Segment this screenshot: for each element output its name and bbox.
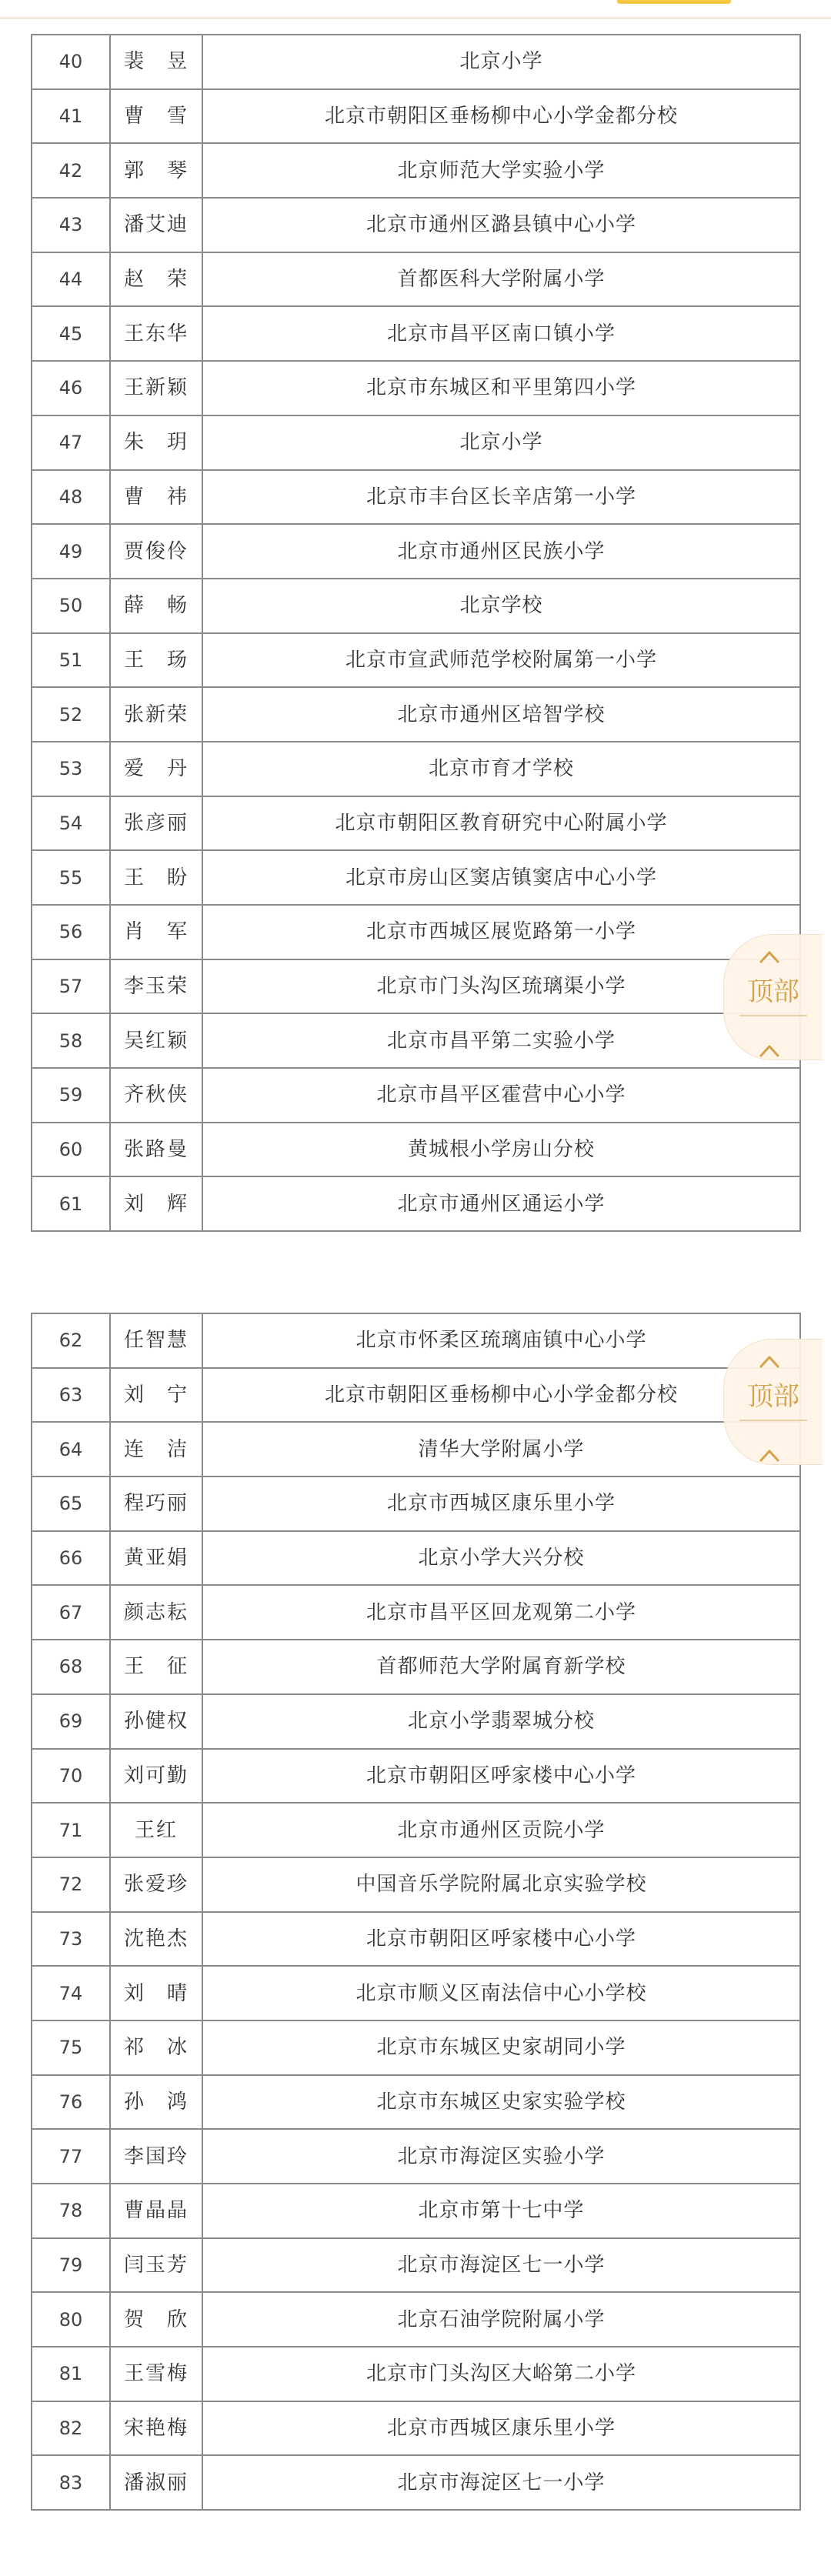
teacher-name: 朱 玥: [110, 415, 202, 470]
teacher-name: 李国玲: [110, 2129, 202, 2184]
table-row: [32, 524, 800, 579]
school-name: 北京市海淀区七一小学: [202, 2455, 800, 2510]
row-number: 80: [32, 2292, 110, 2347]
row-number: 47: [32, 415, 110, 470]
table-row: [32, 1585, 800, 1640]
row-number: 57: [32, 959, 110, 1014]
row-number: 41: [32, 89, 110, 144]
table-row: [32, 1640, 800, 1694]
teacher-name: 曹 祎: [110, 470, 202, 525]
school-name: 北京市顺义区南法信中心小学校: [202, 1966, 800, 2020]
school-name: 清华大学附属小学: [202, 1422, 800, 1477]
school-name: 北京市朝阳区垂杨柳中心小学金都分校: [202, 89, 800, 144]
teacher-name: 祁 冰: [110, 2020, 202, 2075]
table-row: [32, 1068, 800, 1123]
table-row: [32, 2292, 800, 2347]
table-row: [32, 579, 800, 633]
table-row: [32, 470, 800, 525]
table-row: [32, 1368, 800, 1423]
school-name: 北京市通州区潞县镇中心小学: [202, 198, 800, 252]
table-row: [32, 1966, 800, 2020]
school-name: 北京市朝阳区呼家楼中心小学: [202, 1749, 800, 1804]
teacher-name: 颜志耘: [110, 1585, 202, 1640]
school-name: 北京市朝阳区垂杨柳中心小学金都分校: [202, 1368, 800, 1423]
table-row: [32, 633, 800, 688]
table-row: [32, 2184, 800, 2238]
teacher-name: 闫玉芳: [110, 2238, 202, 2293]
row-number: 64: [32, 1422, 110, 1477]
row-number: 69: [32, 1694, 110, 1749]
school-name: 北京学校: [202, 579, 800, 633]
teacher-name: 吴红颖: [110, 1013, 202, 1068]
row-number: 58: [32, 1013, 110, 1068]
table-row: [32, 905, 800, 959]
row-number: 74: [32, 1966, 110, 2020]
school-name: 北京市昌平第二实验小学: [202, 1013, 800, 1068]
table-row: [32, 687, 800, 742]
school-name: 北京市怀柔区琉璃庙镇中心小学: [202, 1313, 800, 1368]
teacher-name: 李玉荣: [110, 959, 202, 1014]
row-number: 81: [32, 2347, 110, 2401]
table-row: [32, 1313, 800, 1368]
table-row: [32, 2238, 800, 2293]
row-number: 68: [32, 1640, 110, 1694]
table-row: [32, 2020, 800, 2075]
table-row: [32, 1694, 800, 1749]
school-name: 北京市通州区民族小学: [202, 524, 800, 579]
table-row: [32, 2455, 800, 2510]
row-number: 45: [32, 306, 110, 361]
school-name: 北京市昌平区霍营中心小学: [202, 1068, 800, 1123]
teacher-name: 张彦丽: [110, 796, 202, 851]
teacher-name: 贺 欣: [110, 2292, 202, 2347]
table-row: [32, 306, 800, 361]
teacher-name: 王 盼: [110, 850, 202, 905]
row-number: 48: [32, 470, 110, 525]
teacher-name: 张路曼: [110, 1123, 202, 1177]
teacher-name: 郭 琴: [110, 143, 202, 198]
school-name: 北京市昌平区南口镇小学: [202, 306, 800, 361]
teacher-name: 曹 雪: [110, 89, 202, 144]
teacher-name: 黄亚娟: [110, 1531, 202, 1586]
school-name: 北京市通州区贡院小学: [202, 1803, 800, 1857]
back-to-top-label: 顶部: [747, 976, 799, 1007]
school-name: 北京市西城区展览路第一小学: [202, 905, 800, 959]
school-name: 北京市育才学校: [202, 742, 800, 796]
school-name: 北京市西城区康乐里小学: [202, 1477, 800, 1531]
teacher-name: 王雪梅: [110, 2347, 202, 2401]
table-row: [32, 796, 800, 851]
teacher-name: 王 玚: [110, 633, 202, 688]
teacher-name: 王红: [110, 1803, 202, 1857]
school-name: 北京市房山区窦店镇窦店中心小学: [202, 850, 800, 905]
table-row: [32, 415, 800, 470]
row-number: 59: [32, 1068, 110, 1123]
row-number: 76: [32, 2075, 110, 2130]
school-name: 北京市丰台区长辛店第一小学: [202, 470, 800, 525]
table-row: [32, 2347, 800, 2401]
row-number: 51: [32, 633, 110, 688]
row-number: 44: [32, 252, 110, 307]
row-number: 67: [32, 1585, 110, 1640]
table-row: [32, 1803, 800, 1857]
table-row: [32, 143, 800, 198]
back-to-top-button[interactable]: [723, 934, 823, 1060]
table-row: [32, 2075, 800, 2130]
table-row: [32, 959, 800, 1014]
row-number: 50: [32, 579, 110, 633]
table-row: [32, 1123, 800, 1177]
school-name: 首都师范大学附属育新学校: [202, 1640, 800, 1694]
school-name: 北京市东城区史家实验学校: [202, 2075, 800, 2130]
row-number: 83: [32, 2455, 110, 2510]
table-row: [32, 2401, 800, 2456]
teacher-name: 王新颖: [110, 361, 202, 415]
teacher-name: 刘 宁: [110, 1368, 202, 1423]
teacher-name: 刘 辉: [110, 1176, 202, 1231]
teacher-name: 任智慧: [110, 1313, 202, 1368]
teacher-name: 曹晶晶: [110, 2184, 202, 2238]
row-number: 40: [32, 35, 110, 89]
school-name: 北京市门头沟区大峪第二小学: [202, 2347, 800, 2401]
row-number: 73: [32, 1912, 110, 1967]
row-number: 72: [32, 1857, 110, 1912]
teacher-name: 薛 畅: [110, 579, 202, 633]
table-row: [32, 1013, 800, 1068]
school-name: 北京市东城区和平里第四小学: [202, 361, 800, 415]
school-name: 北京小学: [202, 415, 800, 470]
school-name: 北京市宣武师范学校附属第一小学: [202, 633, 800, 688]
teacher-name: 潘淑丽: [110, 2455, 202, 2510]
row-number: 61: [32, 1176, 110, 1231]
top-tab-indicator: [617, 0, 731, 4]
school-name: 北京市海淀区实验小学: [202, 2129, 800, 2184]
row-number: 82: [32, 2401, 110, 2456]
teacher-name: 张新荣: [110, 687, 202, 742]
teacher-name: 沈艳杰: [110, 1912, 202, 1967]
table-row: [32, 361, 800, 415]
back-to-top-divider: [739, 1420, 807, 1421]
school-name: 北京市东城区史家胡同小学: [202, 2020, 800, 2075]
table-row: [32, 1912, 800, 1967]
school-name: 北京师范大学实验小学: [202, 143, 800, 198]
roster-table-2: [31, 1313, 801, 2511]
school-name: 黄城根小学房山分校: [202, 1123, 800, 1177]
row-number: 60: [32, 1123, 110, 1177]
row-number: 55: [32, 850, 110, 905]
school-name: 北京市通州区通运小学: [202, 1176, 800, 1231]
chevron-up-icon: [758, 1444, 781, 1465]
school-name: 北京小学大兴分校: [202, 1531, 800, 1586]
teacher-name: 王东华: [110, 306, 202, 361]
table-row: [32, 198, 800, 252]
row-number: 77: [32, 2129, 110, 2184]
school-name: 北京石油学院附属小学: [202, 2292, 800, 2347]
school-name: 北京市朝阳区呼家楼中心小学: [202, 1912, 800, 1967]
teacher-name: 贾俊伶: [110, 524, 202, 579]
teacher-name: 程巧丽: [110, 1477, 202, 1531]
teacher-name: 王 征: [110, 1640, 202, 1694]
teacher-name: 宋艳梅: [110, 2401, 202, 2456]
row-number: 75: [32, 2020, 110, 2075]
table-row: [32, 35, 800, 89]
row-number: 53: [32, 742, 110, 796]
school-name: 北京市朝阳区教育研究中心附属小学: [202, 796, 800, 851]
teacher-name: 齐秋侠: [110, 1068, 202, 1123]
school-name: 首都医科大学附属小学: [202, 252, 800, 307]
row-number: 56: [32, 905, 110, 959]
table-row: [32, 1749, 800, 1804]
teacher-name: 孙健权: [110, 1694, 202, 1749]
table-row: [32, 1176, 800, 1231]
teacher-name: 肖 军: [110, 905, 202, 959]
teacher-name: 爱 丹: [110, 742, 202, 796]
table-row: [32, 1531, 800, 1586]
row-number: 71: [32, 1803, 110, 1857]
chevron-up-icon: [758, 1039, 781, 1060]
row-number: 79: [32, 2238, 110, 2293]
teacher-name: 潘艾迪: [110, 198, 202, 252]
teacher-name: 刘 晴: [110, 1966, 202, 2020]
table-row: [32, 742, 800, 796]
school-name: 北京市门头沟区琉璃渠小学: [202, 959, 800, 1014]
row-number: 42: [32, 143, 110, 198]
row-number: 54: [32, 796, 110, 851]
row-number: 46: [32, 361, 110, 415]
row-number: 78: [32, 2184, 110, 2238]
table-row: [32, 1857, 800, 1912]
row-number: 43: [32, 198, 110, 252]
teacher-name: 连 洁: [110, 1422, 202, 1477]
table-row: [32, 850, 800, 905]
row-number: 66: [32, 1531, 110, 1586]
row-number: 70: [32, 1749, 110, 1804]
school-name: 北京市第十七中学: [202, 2184, 800, 2238]
teacher-name: 张爱珍: [110, 1857, 202, 1912]
school-name: 中国音乐学院附属北京实验学校: [202, 1857, 800, 1912]
teacher-name: 孙 鸿: [110, 2075, 202, 2130]
row-number: 49: [32, 524, 110, 579]
teacher-name: 刘可勤: [110, 1749, 202, 1804]
table-row: [32, 89, 800, 144]
table-row: [32, 2129, 800, 2184]
row-number: 65: [32, 1477, 110, 1531]
table-row: [32, 1422, 800, 1477]
school-name: 北京市海淀区七一小学: [202, 2238, 800, 2293]
teacher-name: 裴 昱: [110, 35, 202, 89]
table-row: [32, 1477, 800, 1531]
school-name: 北京市通州区培智学校: [202, 687, 800, 742]
school-name: 北京小学: [202, 35, 800, 89]
back-to-top-divider: [739, 1015, 807, 1016]
chevron-up-icon: [758, 1350, 781, 1373]
school-name: 北京市西城区康乐里小学: [202, 2401, 800, 2456]
teacher-name: 赵 荣: [110, 252, 202, 307]
back-to-top-button[interactable]: [723, 1339, 823, 1465]
roster-table-1: [31, 34, 801, 1232]
row-number: 63: [32, 1368, 110, 1423]
top-divider: [0, 17, 831, 19]
school-name: 北京小学翡翠城分校: [202, 1694, 800, 1749]
school-name: 北京市昌平区回龙观第二小学: [202, 1585, 800, 1640]
table-row: [32, 252, 800, 307]
row-number: 52: [32, 687, 110, 742]
back-to-top-label: 顶部: [747, 1381, 799, 1412]
row-number: 62: [32, 1313, 110, 1368]
chevron-up-icon: [758, 946, 781, 969]
